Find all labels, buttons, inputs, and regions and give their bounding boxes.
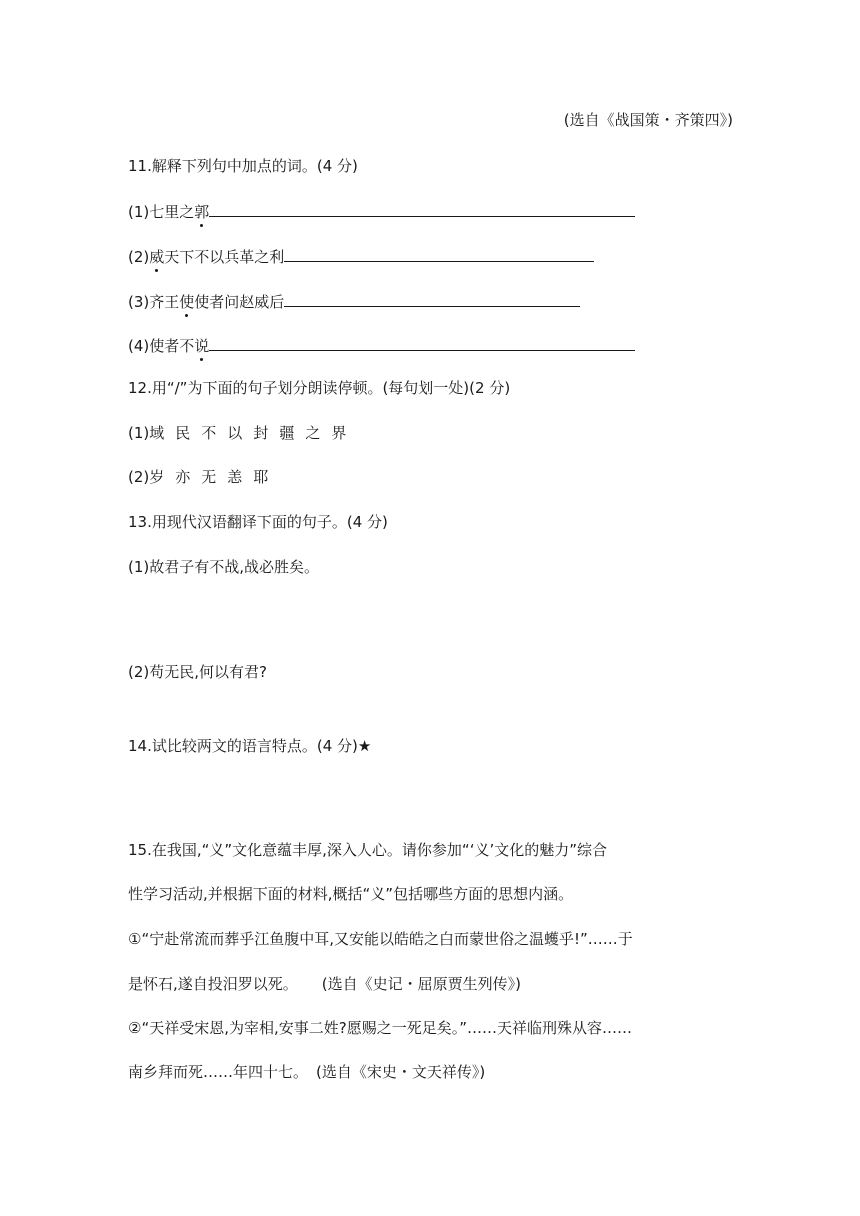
question-14-title: 14.试比较两文的语言特点。(4 分)★ xyxy=(128,737,372,755)
q13-sentence-2: (2)苟无民,何以有君? xyxy=(128,663,267,681)
q11-item-4-text: (4)使者不 xyxy=(128,337,195,355)
q11-item-2-text: (2) xyxy=(128,248,150,266)
q11-item-3 xyxy=(128,290,580,312)
q11-item-1-dotted-char: 郭 xyxy=(194,203,210,221)
material-2-line-2 xyxy=(128,1062,485,1082)
q12-char[interactable]: 封 xyxy=(253,424,269,442)
q11-item-2-text-after: 天下不以兵革之利 xyxy=(164,248,285,266)
q11-item-2 xyxy=(128,245,594,267)
q12-sentence-2 xyxy=(128,467,279,487)
q12-char[interactable]: 疆 xyxy=(279,424,295,442)
q12-char[interactable]: 耶 xyxy=(253,468,269,486)
q11-item-1-text: (1)七里之 xyxy=(128,203,195,221)
q11-item-1 xyxy=(128,200,635,222)
material-1-line-2 xyxy=(128,974,521,994)
q12-char[interactable]: 亦 xyxy=(175,468,191,486)
material-1-source: (选自《史记・屈原贾生列传》) xyxy=(321,975,521,993)
q12-char[interactable]: 之 xyxy=(305,424,321,442)
question-11-title: 11.解释下列句中加点的词。(4 分) xyxy=(128,157,358,175)
q11-answer-blank-1[interactable] xyxy=(209,200,635,217)
q12-char[interactable]: 无 xyxy=(201,468,217,486)
q11-item-3-text: (3)齐王 xyxy=(128,293,180,311)
question-15-line-1: 15.在我国,“义”文化意蕴丰厚,深入人心。请你参加“‘义’文化的魅力”综合 xyxy=(128,841,608,859)
q11-answer-blank-2[interactable] xyxy=(284,245,594,262)
q11-item-3-text-after: 使者问赵威后 xyxy=(194,293,285,311)
q12-char[interactable]: 恙 xyxy=(227,468,243,486)
q12-char[interactable]: 域 xyxy=(149,424,165,442)
q12-char[interactable]: 岁 xyxy=(149,468,165,486)
source-citation: (选自《战国策・齐策四》) xyxy=(563,111,733,129)
q13-sentence-1: (1)故君子有不战,战必胜矣。 xyxy=(128,558,320,576)
q11-item-3-dotted-char: 使 xyxy=(179,293,195,311)
q12-sentence-1 xyxy=(128,423,357,443)
material-2-text: 南乡拜而死……年四十七。 xyxy=(128,1063,309,1081)
q11-answer-blank-3[interactable] xyxy=(284,290,580,307)
q12-sentence-1-label: (1) xyxy=(128,424,150,442)
q12-char[interactable]: 民 xyxy=(175,424,191,442)
question-15-line-2: 性学习活动,并根据下面的材料,概括“义”包括哪些方面的思想内涵。 xyxy=(128,885,574,903)
q12-char[interactable]: 不 xyxy=(201,424,217,442)
q12-sentence-2-label: (2) xyxy=(128,468,150,486)
q12-char[interactable]: 以 xyxy=(227,424,243,442)
q12-char[interactable]: 界 xyxy=(331,424,347,442)
material-2-line-1: ②“天祥受宋恩,为宰相,安事二姓?愿赐之一死足矣。”……天祥临刑殊从容…… xyxy=(128,1019,632,1037)
material-1-line-1: ①“宁赴常流而葬乎江鱼腹中耳,又安能以皓皓之白而蒙世俗之温蠖乎!”……于 xyxy=(128,930,633,948)
material-1-text: 是怀石,遂自投汨罗以死。 xyxy=(128,975,298,993)
question-13-title: 13.用现代汉语翻译下面的句子。(4 分) xyxy=(128,513,388,531)
q11-answer-blank-4[interactable] xyxy=(209,334,635,351)
question-12-title: 12.用“/”为下面的句子划分朗读停顿。(每句划一处)(2 分) xyxy=(128,379,511,397)
q11-item-2-dotted-char: 威 xyxy=(149,248,165,266)
material-2-source: (选自《宋史・文天祥传》) xyxy=(316,1063,486,1081)
q11-item-4-dotted-char: 说 xyxy=(194,337,210,355)
q11-item-4 xyxy=(128,334,635,356)
